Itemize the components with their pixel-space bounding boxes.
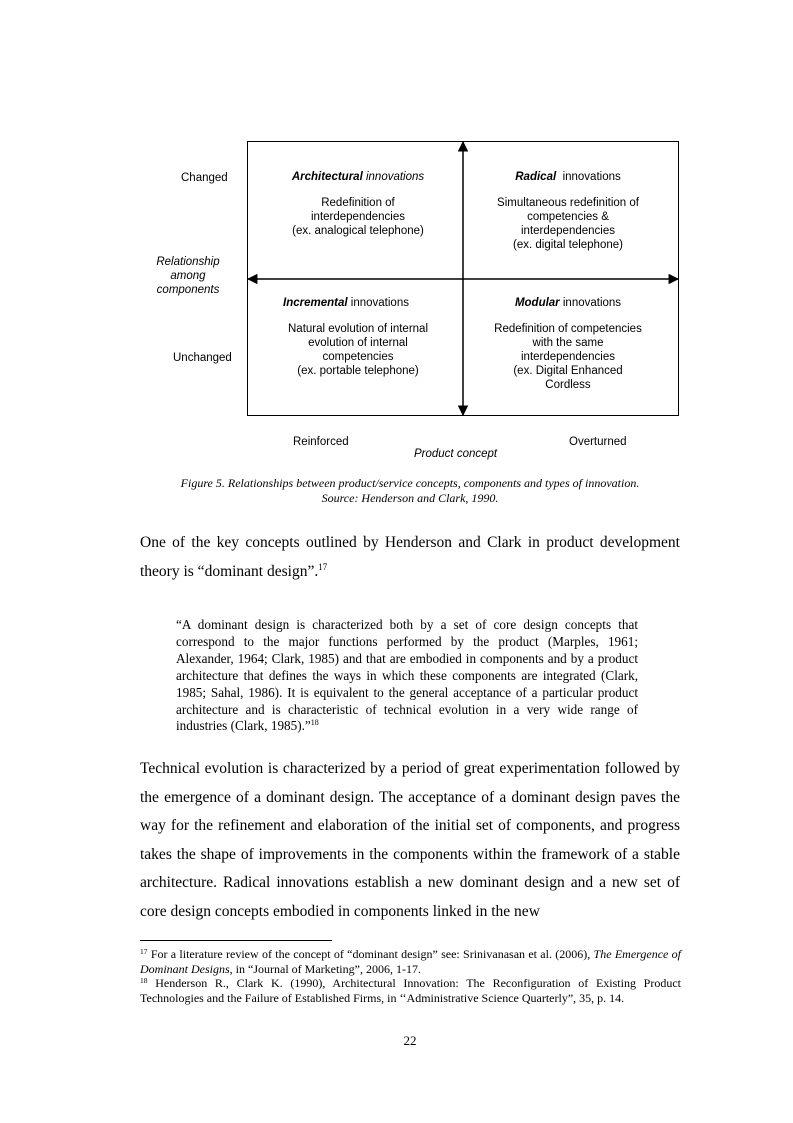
footnote-ref: 17 [318,561,328,572]
quadrant-title [246,296,446,310]
quadrant-line: competencies [322,351,394,363]
quadrant-line: (ex. Digital Enhanced [513,365,623,377]
paragraph-text: One of the key concepts outlined by Henderson and Clark in product development theory is “dominant design”. [140,534,680,580]
quadrant-line: Redefinition of competencies [494,323,642,335]
y-axis-title-line: components [156,284,220,296]
quadrant-incremental [246,296,446,378]
figure-caption [140,476,680,506]
quadrant-title-rest: innovations [562,171,621,183]
quadrant-line: interdependencies [521,225,615,237]
quadrant-title-rest: innovations [365,171,425,183]
x-axis-title: Product concept [414,448,498,460]
footnote-ref: 18 [310,718,319,728]
y-axis-title-line: among [170,270,206,282]
footnote-italic-title: The Emergence of Dominant Designs [140,947,682,976]
paragraph-technical-evolution [140,755,680,926]
page-number: 22 [403,1033,417,1048]
footnote-number: 17 [140,947,148,956]
footnote-text: , in “Journal of Marketing”, 2006, 1-17. [229,961,421,976]
block-quote [176,617,638,735]
footnote-text: Henderson R., Clark K. (1990), Architectural Innovation: The Reconfiguration of Existing Product Technologies and the Failure of Established Firms, in ‘‘Administrative Science Quarterly”, 35, p. 14. [140,976,682,1005]
quadrant-title [258,170,458,184]
quadrant-line: (ex. digital telephone) [513,239,623,251]
quadrant-title-rest: innovations [562,297,622,309]
footnote-number: 18 [140,976,148,985]
quadrant-title-bold: Architectural [291,171,363,183]
quadrant-title-bold: Radical [515,171,557,183]
quadrant-line: (ex. analogical telephone) [292,225,424,237]
y-axis-bottom-label: Unchanged [173,352,232,364]
quadrant-line: with the same [532,337,604,349]
quadrant-line: Redefinition of [321,197,395,209]
quadrant-modular [468,296,668,392]
quadrant-line: interdependencies [311,211,405,223]
quadrant-title [468,296,668,310]
quadrant-title-bold: Incremental [283,297,348,309]
caption-line: Figure 5. Relationships between product/service concepts, components and types of innovation. [180,476,640,490]
quadrant-title-bold: Modular [514,297,560,309]
x-axis-left-label: Reinforced [293,436,349,448]
footnote-divider [140,940,332,941]
y-axis-title-line: Relationship [156,256,220,268]
quadrant-architectural [258,170,458,238]
y-axis-top-label: Changed [181,172,228,184]
quote-text: “A dominant design is characterized both by a set of core design concepts that correspond to the major functions performed by the product (Marples, 1961; Alexander, 1964; Clark, 1985) and that are embodied in components and by a product architecture that defines the ways in which these components are integrated (Clark, 1985; Sahal, 1986). It is equivalent to the general acceptance of a particular product architecture and is characteristic of technical evolution in a very wide range of industries (Clark, 1985).” [176,617,638,734]
paragraph-dominant-design [140,529,680,586]
quadrant-line: Simultaneous redefinition of [497,197,639,209]
paragraph-text: Technical evolution is characterized by a period of great experimentation followed by the emergence of a dominant design. The acceptance of a dominant design paves the way for the refinement and elaboration of the initial set of components, and progress takes the shape of improvements in the components within the framework of a stable architecture. Radical innovations establish a new dominant design and a new set of core design concepts embodied in components linked in the new [140,760,680,920]
quadrant-title-rest: innovations [350,297,409,309]
footnote-17 [140,947,681,976]
quadrant-title [468,170,668,184]
quadrant-line: competencies & [527,211,609,223]
caption-source: Source: Henderson and Clark, 1990. [321,491,499,505]
quadrant-line: Natural evolution of internal [288,323,428,335]
y-axis-title [148,255,228,297]
quadrant-radical [468,170,668,252]
footnote-18 [140,976,681,1005]
x-axis-right-label: Overturned [569,436,627,448]
quadrant-line: Cordless [545,379,591,391]
quadrant-line: evolution of internal [308,337,408,349]
quadrant-line: interdependencies [521,351,615,363]
quadrant-line: (ex. portable telephone) [297,365,419,377]
footnote-text: For a literature review of the concept of “dominant design” see: Srinivanasan et al. (2006), [150,947,594,961]
